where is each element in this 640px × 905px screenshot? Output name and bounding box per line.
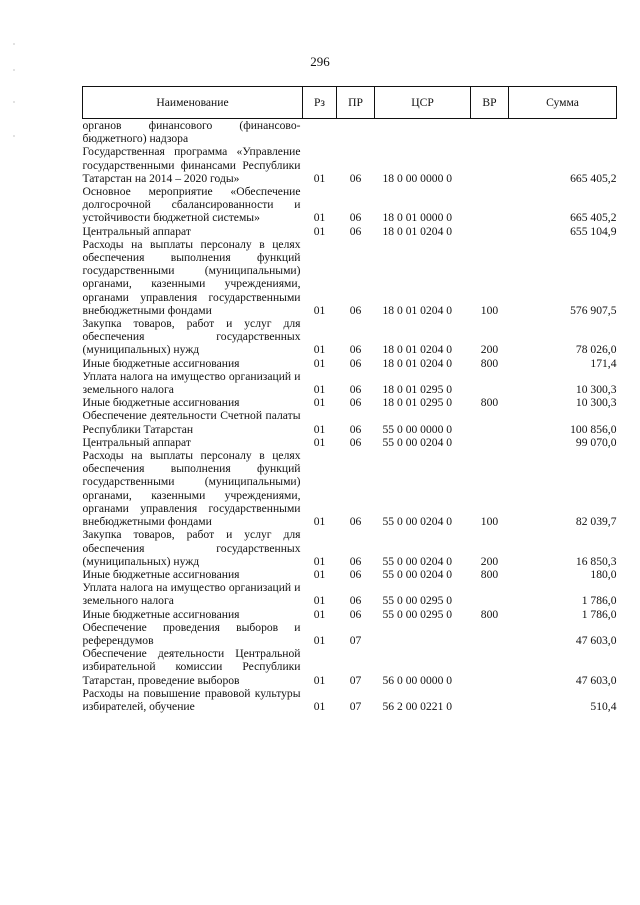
- cell-pr: 06: [349, 356, 362, 370]
- cell-vr: [471, 687, 509, 713]
- table-header: [83, 87, 617, 119]
- cell-pr: 06: [349, 567, 362, 581]
- table-row: [83, 225, 617, 238]
- header-rz: Рз: [303, 87, 337, 119]
- cell-sum: 10 300,3: [575, 396, 617, 410]
- cell-csr: 18 0 01 0000 0: [382, 211, 453, 225]
- table-row: [83, 581, 617, 607]
- table-row: [83, 119, 617, 146]
- cell-pr: 06: [349, 435, 362, 449]
- cell-rz: 01: [313, 343, 326, 357]
- header-pr: ПР: [337, 87, 375, 119]
- cell-vr: [471, 145, 509, 185]
- cell-name: Обеспечение деятельности Счетной палаты Республики Татарстан: [82, 409, 301, 436]
- cell-vr: [471, 185, 509, 225]
- cell-name: Государственная программа «Управление государственными финансами Республики Татарстан на 2014 – 2020 годы»: [82, 145, 301, 185]
- cell-name: Расходы на повышение правовой культуры избирателей, обучение: [82, 686, 301, 713]
- cell-name: Расходы на выплаты персоналу в целях обеспечения выполнения функций государственными (муниципальными) органами, казенными учреждениями, органами управления государственными внебюджетными фондами: [82, 449, 301, 529]
- cell-pr: 06: [349, 343, 362, 357]
- cell-rz: 01: [313, 515, 326, 529]
- table-row: [83, 317, 617, 357]
- cell-vr: [471, 370, 509, 396]
- cell-rz: 01: [313, 303, 326, 317]
- cell-csr: [375, 119, 471, 146]
- cell-csr: 55 0 00 0000 0: [382, 422, 453, 436]
- cell-vr: 800: [480, 567, 499, 581]
- cell-name: Иные бюджетные ассигнования: [82, 396, 240, 410]
- cell-sum: 576 907,5: [570, 303, 617, 317]
- table-row: [83, 409, 617, 435]
- cell-csr: 18 0 01 0295 0: [382, 383, 453, 397]
- cell-sum: 82 039,7: [575, 515, 617, 529]
- cell-name: Центральный аппарат: [82, 435, 191, 449]
- table-row: [83, 621, 617, 647]
- cell-sum: 16 850,3: [575, 554, 617, 568]
- table-row: [83, 568, 617, 581]
- cell-rz: [303, 119, 337, 146]
- cell-csr: [375, 621, 471, 647]
- table-row: [83, 185, 617, 225]
- cell-rz: 01: [313, 554, 326, 568]
- cell-name: Иные бюджетные ассигнования: [82, 356, 240, 370]
- cell-vr: [471, 225, 509, 238]
- cell-pr: 06: [349, 594, 362, 608]
- cell-sum: [509, 119, 617, 146]
- cell-vr: [471, 119, 509, 146]
- cell-csr: 55 0 00 0204 0: [382, 567, 453, 581]
- cell-sum: 10 300,3: [575, 383, 617, 397]
- cell-name: Закупка товаров, работ и услуг для обеспечения государственных (муниципальных) нужд: [82, 528, 301, 568]
- cell-csr: 55 0 00 0295 0: [382, 594, 453, 608]
- cell-vr: 200: [480, 343, 499, 357]
- binding-margin-dots: [12, 40, 16, 160]
- cell-sum: 1 786,0: [581, 607, 617, 621]
- cell-pr: 06: [349, 211, 362, 225]
- cell-rz: 01: [313, 383, 326, 397]
- cell-rz: 01: [313, 396, 326, 410]
- cell-name: Уплата налога на имущество организаций и земельного налога: [82, 581, 301, 608]
- table-row: [83, 449, 617, 528]
- cell-csr: 18 0 01 0204 0: [382, 303, 453, 317]
- cell-csr: 56 2 00 0221 0: [382, 699, 453, 713]
- header-sum: Сумма: [509, 87, 617, 119]
- cell-name: Обеспечение проведения выборов и референдумов: [82, 620, 301, 647]
- cell-vr: 800: [480, 607, 499, 621]
- table-row: [83, 145, 617, 185]
- cell-vr: 100: [480, 303, 499, 317]
- cell-pr: 06: [349, 171, 362, 185]
- cell-rz: 01: [313, 224, 326, 238]
- table-row: [83, 608, 617, 621]
- cell-rz: 01: [313, 594, 326, 608]
- cell-vr: [471, 647, 509, 687]
- header-csr: ЦСР: [375, 87, 471, 119]
- cell-csr: 18 0 01 0295 0: [382, 396, 453, 410]
- cell-pr: 07: [349, 673, 362, 687]
- cell-pr: 06: [349, 554, 362, 568]
- cell-csr: 56 0 00 0000 0: [382, 673, 453, 687]
- cell-name: Иные бюджетные ассигнования: [82, 567, 240, 581]
- cell-csr: 55 0 00 0295 0: [382, 607, 453, 621]
- header-name: Наименование: [83, 87, 303, 119]
- cell-name: Обеспечение деятельности Центральной избирательной комиссии Республики Татарстан, проведение выборов: [82, 647, 301, 687]
- cell-name: Основное мероприятие «Обеспечение долгосрочной сбалансированности и устойчивости бюджетной системы»: [82, 185, 301, 225]
- cell-sum: 99 070,0: [575, 435, 617, 449]
- cell-name: Иные бюджетные ассигнования: [82, 607, 240, 621]
- table-body: [83, 119, 617, 714]
- cell-pr: 07: [349, 699, 362, 713]
- cell-vr: 200: [480, 554, 499, 568]
- table-row: [83, 370, 617, 396]
- cell-sum: 47 603,0: [575, 673, 617, 687]
- cell-pr: 06: [349, 515, 362, 529]
- budget-table: [82, 86, 617, 713]
- table-row: [83, 436, 617, 449]
- cell-pr: 06: [349, 396, 362, 410]
- cell-sum: 100 856,0: [570, 422, 617, 436]
- cell-vr: 800: [480, 356, 499, 370]
- cell-sum: 171,4: [590, 356, 617, 370]
- cell-rz: 01: [313, 356, 326, 370]
- cell-csr: 55 0 00 0204 0: [382, 435, 453, 449]
- cell-csr: 55 0 00 0204 0: [382, 554, 453, 568]
- table-row: [83, 396, 617, 409]
- cell-sum: 78 026,0: [575, 343, 617, 357]
- cell-sum: 180,0: [590, 567, 617, 581]
- cell-name: Расходы на выплаты персоналу в целях обеспечения выполнения функций государственными (муниципальными) органами, казенными учреждениями, органами управления государственными внебюджетными фондами: [82, 237, 301, 317]
- cell-rz: 01: [313, 171, 326, 185]
- page-number: 296: [310, 54, 330, 69]
- cell-vr: [471, 621, 509, 647]
- cell-csr: 18 0 01 0204 0: [382, 343, 453, 357]
- cell-pr: 07: [349, 633, 362, 647]
- cell-csr: 55 0 00 0204 0: [382, 515, 453, 529]
- cell-sum: 665 405,2: [570, 211, 617, 225]
- cell-sum: 47 603,0: [575, 633, 617, 647]
- table-row: [83, 357, 617, 370]
- header-vr: ВР: [471, 87, 509, 119]
- cell-rz: 01: [313, 607, 326, 621]
- cell-vr: [471, 436, 509, 449]
- cell-pr: 06: [349, 422, 362, 436]
- cell-name: органов финансового (финансово-бюджетного) надзора: [82, 119, 301, 146]
- cell-pr: 06: [349, 383, 362, 397]
- cell-rz: 01: [313, 633, 326, 647]
- cell-sum: 665 405,2: [570, 171, 617, 185]
- cell-pr: 06: [349, 607, 362, 621]
- cell-pr: 06: [349, 224, 362, 238]
- cell-vr: [471, 581, 509, 607]
- cell-rz: 01: [313, 673, 326, 687]
- cell-csr: 18 0 01 0204 0: [382, 224, 453, 238]
- cell-csr: 18 0 01 0204 0: [382, 356, 453, 370]
- cell-pr: 06: [349, 303, 362, 317]
- cell-csr: 18 0 00 0000 0: [382, 171, 453, 185]
- cell-sum: 510,4: [590, 699, 617, 713]
- cell-name: Уплата налога на имущество организаций и земельного налога: [82, 369, 301, 397]
- cell-pr: [337, 119, 375, 146]
- table-row: [83, 238, 617, 317]
- cell-sum: 655 104,9: [570, 224, 617, 238]
- cell-vr: [471, 409, 509, 435]
- cell-rz: 01: [313, 699, 326, 713]
- cell-rz: 01: [313, 435, 326, 449]
- table-row: [83, 647, 617, 687]
- cell-name: Закупка товаров, работ и услуг для обеспечения государственных (муниципальных) нужд: [82, 317, 301, 357]
- cell-vr: 100: [480, 515, 499, 529]
- cell-sum: 1 786,0: [581, 594, 617, 608]
- cell-name: Центральный аппарат: [82, 224, 191, 238]
- cell-rz: 01: [313, 567, 326, 581]
- cell-vr: 800: [480, 396, 499, 410]
- cell-rz: 01: [313, 422, 326, 436]
- table-row: [83, 528, 617, 568]
- table-row: [83, 687, 617, 713]
- cell-rz: 01: [313, 211, 326, 225]
